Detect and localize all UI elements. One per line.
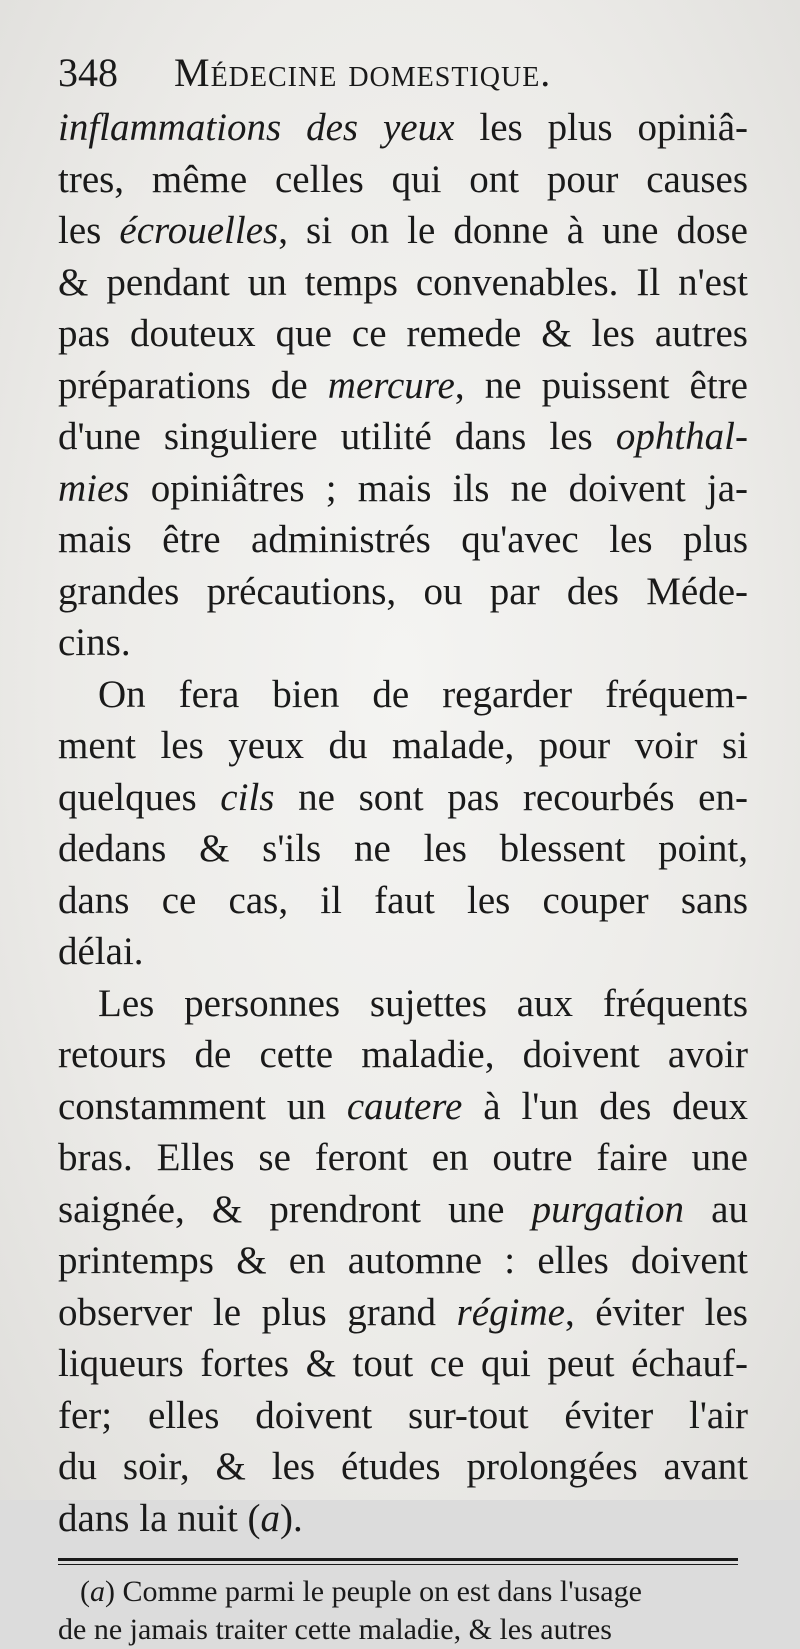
text-line: ment les yeux du malade, pour voir si <box>58 724 748 767</box>
page-number: 348 <box>58 50 118 95</box>
text-block <box>58 44 748 1649</box>
footnote-line: de ne jamais traiter cette maladie, & les autres <box>58 1613 612 1646</box>
text-line: constamment un cautere à l'un des deux <box>58 1084 748 1128</box>
text-line: retours de cette maladie, doivent avoir <box>58 1033 748 1076</box>
text-line: pas douteux que ce remede & les autres <box>58 312 748 355</box>
text-line: quelques cils ne sont pas recourbés en- <box>58 775 748 819</box>
footnote-rule <box>58 1558 738 1565</box>
text-line: Les personnes sujettes aux fréquents <box>98 981 748 1025</box>
text-line: & pendant un temps convenables. Il n'est <box>58 260 748 304</box>
text-line: bras. Elles se feront en outre faire une <box>58 1136 748 1179</box>
text-line: tres, même celles qui ont pour causes <box>58 157 748 201</box>
text-line: les écrouelles, si on le donne à une dose <box>58 209 748 252</box>
text-line: dans la nuit (a). <box>58 1496 303 1540</box>
text-line: inflammations des yeux les plus opiniâ- <box>58 106 748 149</box>
text-line: d'une singuliere utilité dans les ophthal- <box>58 415 748 458</box>
text-line: du soir, & les études prolongées avant <box>58 1445 748 1488</box>
running-title: Médecine domestique. <box>174 50 552 95</box>
text-line: délai. <box>58 930 144 973</box>
text-line: On fera bien de regarder fréquem- <box>98 672 748 716</box>
text-line: fer; elles doivent sur-tout éviter l'air <box>58 1393 748 1437</box>
text-line: préparations de mercure, ne puissent être <box>58 363 748 407</box>
text-line: observer le plus grand régime, éviter les <box>58 1290 748 1334</box>
text-line: dans ce cas, il faut les couper sans <box>58 878 748 922</box>
footnote-line: (a) Comme parmi le peuple on est dans l'usage <box>80 1575 642 1608</box>
text-line: mies opiniâtres ; mais ils ne doivent ja- <box>58 466 748 510</box>
text-line: saignée, & prendront une purgation au <box>58 1187 748 1231</box>
text-line: cins. <box>58 621 131 664</box>
text-line: grandes précautions, ou par des Méde- <box>58 569 748 613</box>
text-line: dedans & s'ils ne les blessent point, <box>58 827 748 870</box>
page-header <box>58 44 748 102</box>
text-line: liqueurs fortes & tout ce qui peut échauf- <box>58 1342 748 1385</box>
text-line: printemps & en automne : elles doivent <box>58 1239 748 1282</box>
text-line: mais être administrés qu'avec les plus <box>58 518 748 561</box>
